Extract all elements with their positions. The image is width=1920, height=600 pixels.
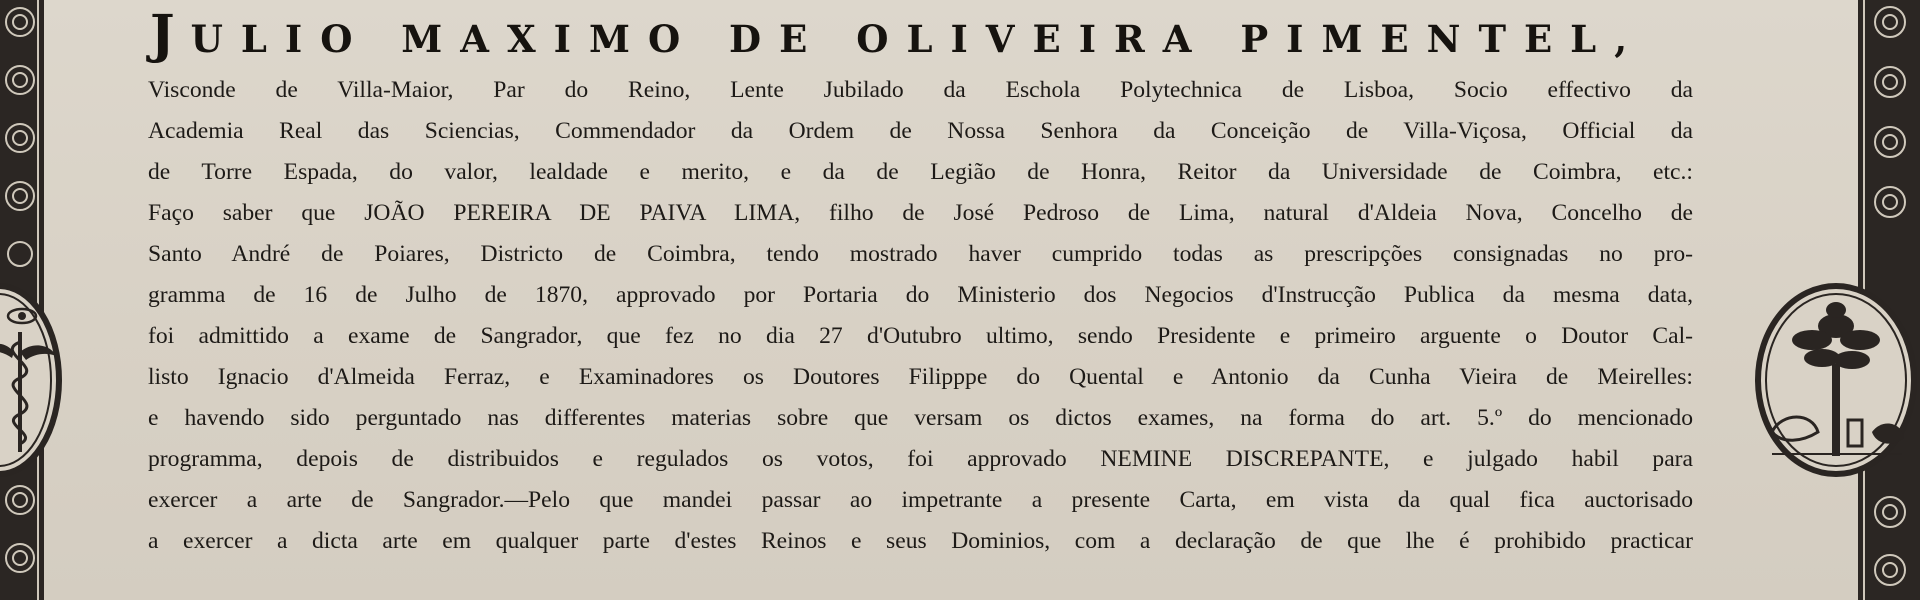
body-line: de Torre Espada, do valor, lealdade e merito, e da de Legião de Honra, Reitor da Universidade de Coimbra, etc.: bbox=[148, 159, 1693, 185]
body-line: exercer a arte de Sangrador.—Pelo que mandei passar ao impetrante a presente Carta, em vista da qual fica auctorisado bbox=[148, 487, 1693, 513]
body-line: foi admittido a exame de Sangrador, que fez no dia 27 d'Outubro ultimo, sendo Presidente e primeiro arguente o Doutor Cal- bbox=[148, 323, 1693, 349]
title-rest: ULIO MAXIMO DE OLIVEIRA PIMENTEL, bbox=[190, 17, 1646, 61]
body-line: programma, depois de distribuidos e regulados os votos, foi approvado NEMINE DISCREPANTE, e julgado habil para bbox=[148, 446, 1693, 472]
body-line: e havendo sido perguntado nas differentes materias sobre que versam os dictos exames, na forma do art. 5.º do mencionado bbox=[148, 405, 1693, 431]
body-line: gramma de 16 de Julho de 1870, approvado por Portaria do Ministerio dos Negocios d'Instrucção Publica da mesma data, bbox=[148, 282, 1693, 308]
body-line: a exercer a dicta arte em qualquer parte d'estes Reinos e seus Dominios, com a declaração de que lhe é prohibido practicar bbox=[148, 528, 1693, 554]
eye-caduceus-emblem-icon bbox=[0, 282, 64, 478]
body-line: Santo André de Poiares, Districto de Coimbra, tendo mostrado haver cumprido todas as prescripções consignadas no pro- bbox=[148, 241, 1693, 267]
tree-emblem-icon bbox=[1752, 282, 1920, 478]
document-title bbox=[150, 4, 1700, 66]
body-line: Visconde de Villa-Maior, Par do Reino, Lente Jubilado da Eschola Polytechnica de Lisboa, Socio effectivo da bbox=[148, 77, 1693, 103]
title-initial: J bbox=[150, 4, 191, 65]
body-line: Faço saber que JOÃO PEREIRA DE PAIVA LIMA, filho de José Pedroso de Lima, natural d'Aldeia Nova, Concelho de bbox=[148, 200, 1693, 226]
body-line: listo Ignacio d'Almeida Ferraz, e Examinadores os Doutores Filipppe do Quental e Antonio da Cunha Vieira de Meirelles: bbox=[148, 364, 1693, 390]
body-line: Academia Real das Sciencias, Commendador da Ordem de Nossa Senhora da Conceição de Villa-Viçosa, Official da bbox=[148, 118, 1693, 144]
